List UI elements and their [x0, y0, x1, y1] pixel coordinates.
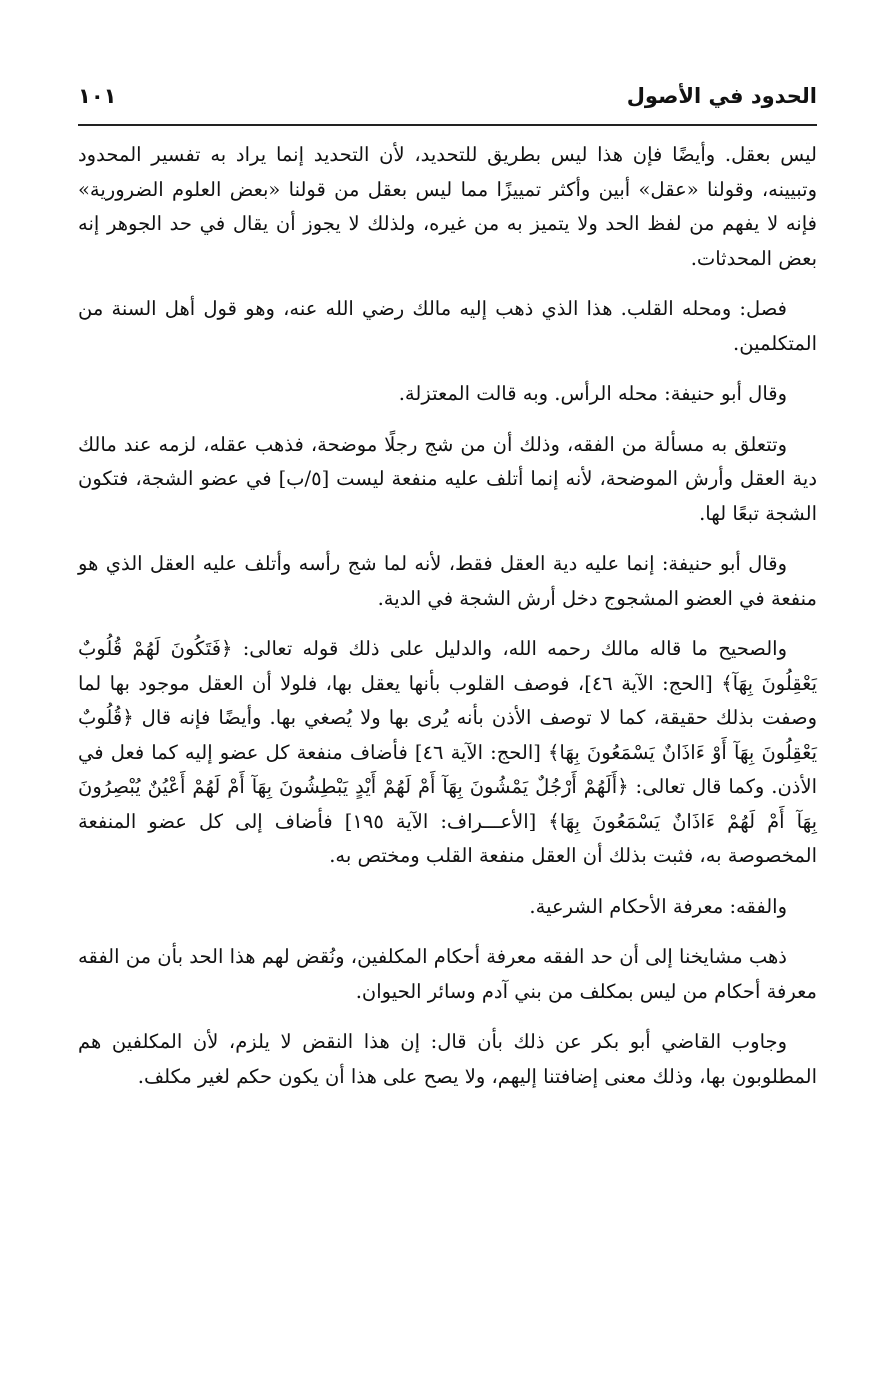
paragraph: وقال أبو حنيفة: إنما عليه دية العقل فقط، لأنه لما شج رأسه وأتلف عليه العقل الذي هو منفعة في العضو المشجوج دخل أرش الشجة في الدية. — [78, 552, 817, 610]
paragraph: ليس بعقل. وأيضًا فإن هذا ليس بطريق للتحديد، لأن التحديد إنما يراد به تفسير المحدود وتبيينه، وقولنا «عقل» أبين وأكثر تمييزًا مما ليس بعقل من قولنا «بعض العلوم الضرورية» فإنه لا يفهم من لفظ الحد ولا يتميز به من غيره، ولذلك لا يجوز أن يقال في حد الجوهر إنه بعض المحدثات. — [78, 143, 817, 270]
running-title: الحدود في الأصول — [626, 84, 817, 108]
paragraph: وتتعلق به مسألة من الفقه، وذلك أن من شج رجلًا موضحة، فذهب عقله، لزمه عند مالك دية العقل وأرش الموضحة، لأنه إنما أتلف عليه منفعة ليست [٥/ب] في عضو الشجة، فتكون الشجة تبعًا لها. — [78, 432, 817, 525]
running-header — [78, 84, 817, 126]
page-number: ١٠١ — [78, 84, 117, 108]
body-text — [78, 138, 817, 1094]
paragraph: وقال أبو حنيفة: محله الرأس. وبه قالت المعتزلة. — [398, 382, 787, 405]
paragraph: ذهب مشايخنا إلى أن حد الفقه معرفة أحكام المكلفين، ونُقض لهم هذا الحد بأن من الفقه معرفة أحكام من ليس بمكلف من بني آدم وسائر الحيوان. — [78, 945, 817, 1003]
paragraph: فصل: ومحله القلب. هذا الذي ذهب إليه مالك رضي الله عنه، وهو قول أهل السنة من المتكلمين. — [78, 297, 817, 355]
book-page — [78, 84, 817, 1383]
paragraph: وجاوب القاضي أبو بكر عن ذلك بأن قال: إن هذا النقض لا يلزم، لأن المكلفين هم المطلوبون بها، وذلك معنى إضافتنا إليهم، ولا يصح على هذا أن يكون حكم لغير مكلف. — [78, 1030, 817, 1088]
paragraph: والفقه: معرفة الأحكام الشرعية. — [529, 894, 787, 918]
paragraph: والصحيح ما قاله مالك رحمه الله، والدليل على ذلك قوله تعالى: ﴿فَتَكُونَ لَهُمْ قُلُوبٌ يَعْقِلُونَ بِهَآ﴾ [الحج: الآية ٤٦]، فوصف القلوب بأنها يعقل بها، فلولا أن العقل موجود بها لما وصفت بذلك حقيقة، كما لا توصف الأذن بأنه يُرى بها ولا يُصغي بها. وأيضًا فإنه قال ﴿قُلُوبٌ يَعْقِلُونَ بِهَآ أَوْ ءَاذَانٌ يَسْمَعُونَ بِهَا﴾ [الحج: الآية ٤٦] فأضاف منفعة كل عضو إليه كما فعل في الأذن. وكما قال تعالى: ﴿أَلَهُمْ أَرْجُلٌ يَمْشُونَ بِهَآ أَمْ لَهُمْ أَيْدٍ يَبْطِشُونَ بِهَآ أَمْ لَهُمْ أَعْيُنٌ يُبْصِرُونَ بِهَآ أَمْ لَهُمْ ءَاذَانٌ يَسْمَعُونَ بِهَا﴾ [الأعـــراف: الآية ١٩٥] فأضاف إلى كل عضو المنفعة المخصوصة به، فثبت بذلك أن العقل منفعة القلب ومختص به. — [78, 637, 817, 867]
